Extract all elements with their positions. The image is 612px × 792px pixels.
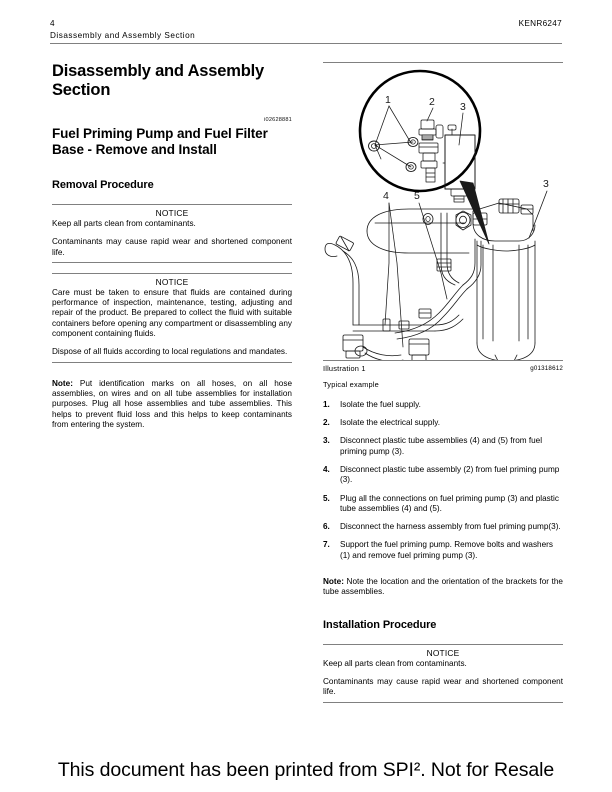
callout-4: 4	[383, 190, 389, 202]
footer-banner: This document has been printed from SPI². Not for Resale	[57, 759, 555, 781]
step-text: Disconnect plastic tube assembly (2) from fuel priming pump (3).	[340, 464, 560, 485]
notice-label: NOTICE	[155, 276, 189, 287]
notice-label: NOTICE	[426, 647, 460, 658]
notice-paragraph: Keep all parts clean from contaminants.	[52, 219, 196, 228]
notice-paragraph: Keep all parts clean from contaminants.	[323, 658, 467, 668]
header-section-title: Disassembly and Assembly Section	[50, 31, 196, 40]
callout-2: 2	[429, 96, 435, 108]
notice-label: NOTICE	[155, 208, 189, 218]
list-item	[323, 522, 563, 533]
notice-block-3	[323, 644, 563, 703]
step-number: 7.	[323, 540, 330, 550]
step-text: Plug all the connections on fuel priming pump (3) and plastic tube assemblies (4) and (5).	[340, 493, 559, 514]
notice-block-2	[52, 273, 292, 363]
document-number: KENR6247	[518, 19, 562, 28]
note-text: Note the location and the orientation of the brackets for the tube assemblies.	[323, 577, 563, 597]
note-label: Note:	[52, 378, 73, 388]
page-number: 4	[50, 19, 55, 28]
notice-paragraph: Care must be taken to ensure that fluids are contained during performance of inspection, maintenance, testing, adjusting and repair of the product. Be prepared to collect the fluid with suitable containers before opening any compartment or disassembling any component containing fluids.	[52, 287, 292, 339]
note-label: Note:	[323, 577, 344, 587]
page-header-row	[50, 18, 562, 29]
removal-steps-list	[323, 400, 563, 562]
installation-procedure-heading: Installation Procedure	[323, 618, 437, 631]
step-text: Isolate the electrical supply.	[340, 418, 440, 428]
illustration-figure	[323, 63, 563, 360]
step-text: Isolate the fuel supply.	[340, 400, 421, 409]
step-text: Disconnect plastic tube assemblies (4) and (5) from fuel priming pump (3).	[340, 436, 543, 456]
callout-5: 5	[414, 190, 420, 202]
page-title: Disassembly and Assembly Section	[52, 62, 264, 99]
illustration-graphic-id: g01318612	[530, 365, 563, 372]
list-item	[323, 436, 563, 457]
page-header	[50, 18, 562, 44]
step-number: 3.	[323, 436, 330, 446]
callout-1: 1	[385, 94, 391, 106]
list-item	[323, 494, 563, 515]
reference-id: i02628881	[264, 117, 292, 123]
list-item	[323, 465, 563, 486]
step-text: Disconnect the harness assembly from fuel priming pump(3).	[340, 522, 561, 532]
illustration-caption-row	[323, 364, 563, 374]
right-column	[323, 62, 563, 703]
note-paragraph	[323, 577, 563, 598]
notice-paragraph: Contaminants may cause rapid wear and shortened component life.	[52, 237, 292, 257]
note-paragraph	[52, 379, 292, 430]
illustration-caption: Illustration 1	[323, 364, 366, 373]
step-text: Support the fuel priming pump. Remove bolts and washers (1) and remove fuel priming pump (3).	[340, 540, 553, 560]
step-number: 5.	[323, 493, 330, 503]
note-text: Put identification marks on all hoses, on all hose assemblies, on wires and on all tube assemblies for installation purposes. Plug all hose assemblies and tube assemblies. This helps to prevent fluid loss and this helps to keep contaminants from entering the system.	[52, 378, 292, 429]
notice-block-1	[52, 204, 292, 263]
step-number: 4.	[323, 464, 330, 474]
header-divider	[50, 43, 562, 44]
left-column	[52, 62, 292, 430]
illustration-bottom-divider	[323, 360, 563, 361]
removal-procedure-heading: Removal Procedure	[52, 179, 154, 191]
illustration-subcaption: Typical example	[323, 380, 379, 389]
callout-3-main: 3	[543, 178, 549, 190]
step-number: 2.	[323, 418, 330, 428]
list-item	[323, 540, 563, 561]
list-item	[323, 418, 563, 429]
notice-paragraph: Contaminants may cause rapid wear and shortened component life.	[323, 676, 563, 697]
list-item	[323, 400, 563, 411]
notice-paragraph: Dispose of all fluids according to local regulations and mandates.	[52, 347, 288, 357]
step-number: 6.	[323, 522, 330, 532]
fuel-priming-pump-diagram	[323, 63, 563, 360]
topic-title: Fuel Priming Pump and Fuel Filter Base - Remove and Install	[52, 126, 268, 157]
callout-3-detail: 3	[460, 101, 466, 113]
step-number: 1.	[323, 400, 330, 409]
